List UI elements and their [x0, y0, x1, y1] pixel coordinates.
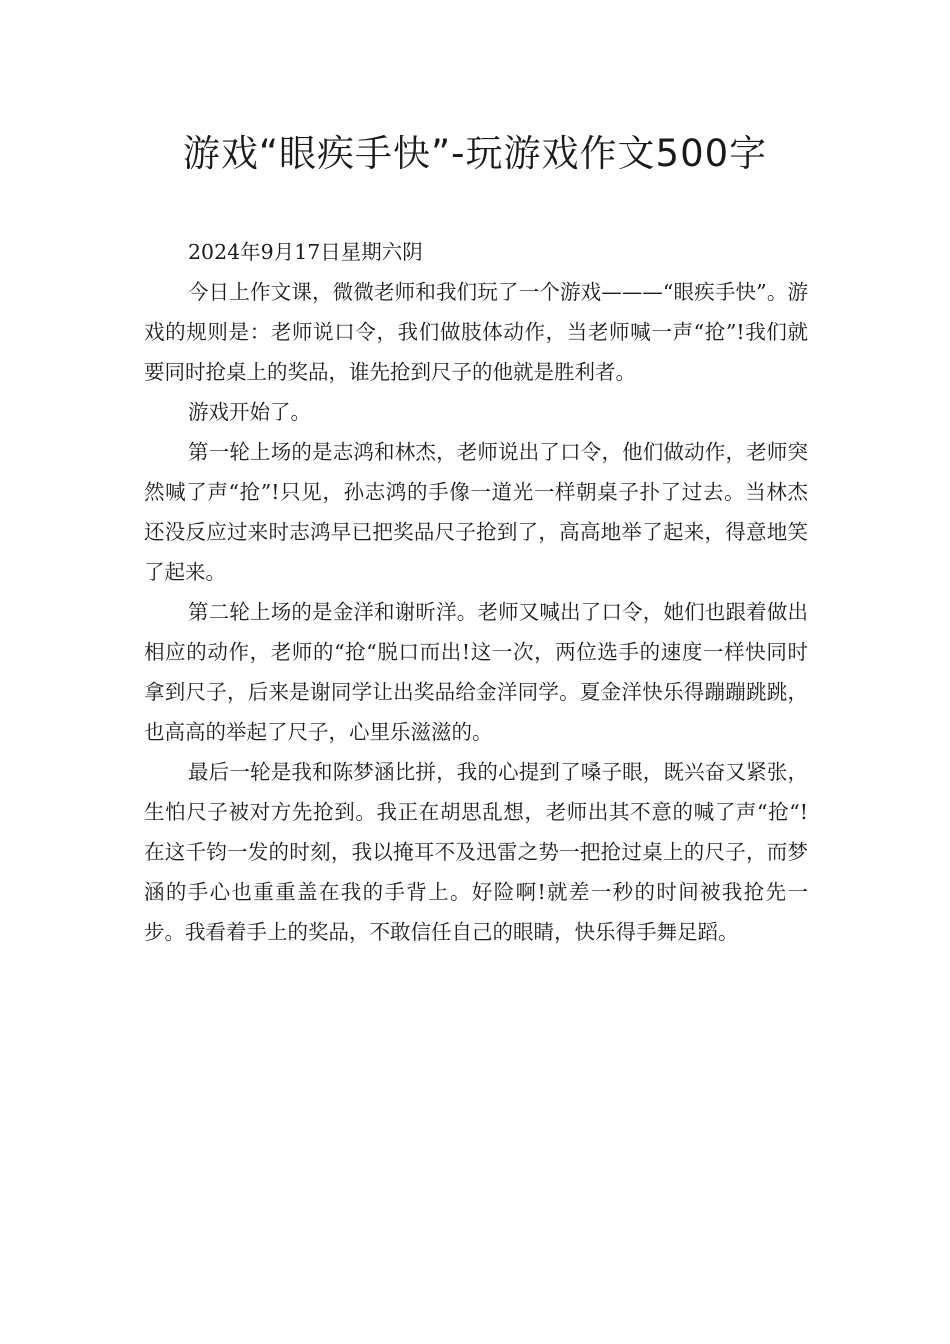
body-paragraph: 游戏开始了。: [188, 400, 311, 424]
document-title: 游戏“眼疾手快”-玩游戏作文500字: [182, 132, 768, 175]
date-paragraph: 2024年9月17日星期六阴: [188, 240, 423, 264]
body-paragraph: 第二轮上场的是金洋和谢昕洋。老师又喊出了口令，她们也跟着做出相应的动作，老师的“抢“脱口而出!这一次，两位选手的速度一样快同时拿到尺子，后来是谢同学让出奖品给金洋同学。夏金洋快乐得蹦蹦跳跳，也高高的举起了尺子，心里乐滋滋的。: [144, 600, 808, 744]
body-paragraph: 今日上作文课，微微老师和我们玩了一个游戏———“眼疾手快”。游戏的规则是：老师说口令，我们做肢体动作，当老师喊一声“抢”!我们就要同时抢桌上的奖品，谁先抢到尺子的他就是胜利者。: [144, 280, 808, 384]
document-body: [144, 232, 808, 952]
body-paragraph: 第一轮上场的是志鸿和林杰，老师说出了口令，他们做动作，老师突然喊了声“抢”!只见，孙志鸿的手像一道光一样朝桌子扑了过去。当林杰还没反应过来时志鸿早已把奖品尺子抢到了，高高地举了起来，得意地笑了起来。: [144, 440, 808, 584]
body-paragraph: 最后一轮是我和陈梦涵比拼，我的心提到了嗓子眼，既兴奋又紧张，生怕尺子被对方先抢到。我正在胡思乱想，老师出其不意的喊了声“抢“!在这千钧一发的时刻，我以掩耳不及迅雷之势一把抢过桌上的尺子，而梦涵的手心也重重盖在我的手背上。好险啊!就差一秒的时间被我抢先一步。我看着手上的奖品，不敢信任自己的眼睛，快乐得手舞足蹈。: [144, 760, 808, 944]
